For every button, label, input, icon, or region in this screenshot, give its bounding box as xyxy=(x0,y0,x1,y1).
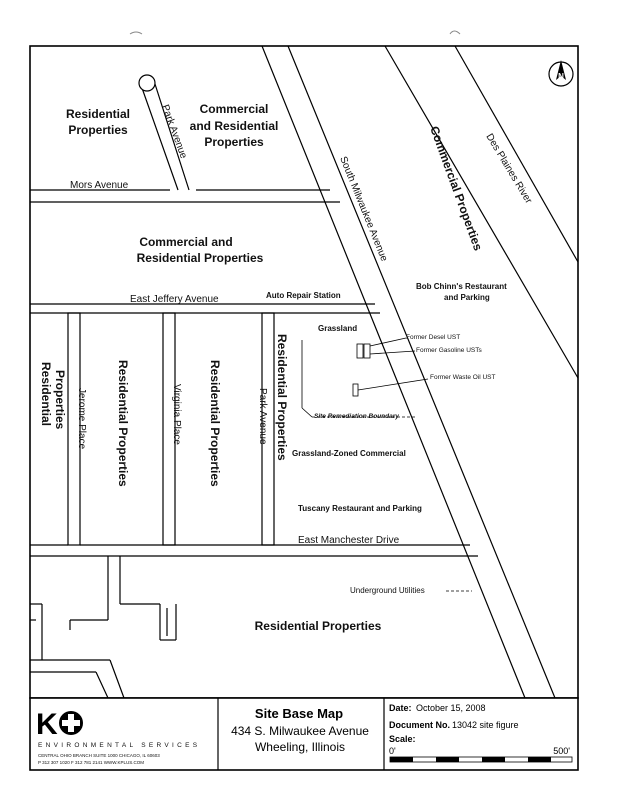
feature-label: Underground Utilities xyxy=(350,586,425,595)
feature-label: Grassland-Zoned Commercial xyxy=(292,449,406,458)
street-label: Park Avenue xyxy=(159,103,189,161)
scale-end: 500' xyxy=(553,746,570,756)
north-letter: N xyxy=(558,72,564,81)
street-label: Des Plaines River xyxy=(483,131,534,206)
scan-mark xyxy=(450,31,460,34)
street-label: Mors Avenue xyxy=(70,180,129,191)
feature-label: Auto Repair Station xyxy=(266,291,341,300)
feature-label: Tuscany Restaurant and Parking xyxy=(298,504,422,513)
area-label: Residential xyxy=(39,362,53,427)
area-label: and Residential xyxy=(189,119,279,133)
area-label: Properties xyxy=(68,123,128,137)
area-label: Residential Properties xyxy=(116,360,130,487)
feature-label: Former Desel UST xyxy=(406,334,461,341)
area-label: Residential Properties xyxy=(275,334,289,461)
street-label: Jerome Place xyxy=(76,388,87,450)
document-value: 13042 site figure xyxy=(452,720,519,730)
street-label: East Jeffery Avenue xyxy=(130,294,219,305)
area-label: Commercial and xyxy=(139,235,233,249)
site-city: Wheeling, Illinois xyxy=(254,740,346,754)
street-label: East Manchester Drive xyxy=(298,535,400,546)
area-label: Properties xyxy=(204,135,264,149)
area-label: Residential Properties xyxy=(254,619,382,633)
map-title: Site Base Map xyxy=(254,706,344,721)
feature-label: Grassland xyxy=(318,324,358,333)
area-label: Residential Properties xyxy=(136,251,264,265)
scale-label: Scale: xyxy=(389,734,416,744)
street-label: Virginia Place xyxy=(171,384,182,445)
date-label: Date: xyxy=(389,703,412,713)
scale-start: 0' xyxy=(389,746,396,756)
cross-circle-icon xyxy=(59,711,83,735)
company-name: ENVIRONMENTAL SERVICES xyxy=(38,742,201,749)
area-label: Residential xyxy=(65,107,131,121)
street-label: Park Avenue xyxy=(257,388,268,445)
document-label: Document No. xyxy=(389,720,451,730)
cul-de-sac xyxy=(139,75,155,91)
area-label: Residential Properties xyxy=(208,360,222,487)
feature-label: Former Waste Oil UST xyxy=(430,374,496,381)
company-logo-letters: K xyxy=(36,708,58,741)
scale-bar xyxy=(390,757,572,762)
company-contact-line: P 312 307 1020 F 312 781 2141 WWW.KPLUS.COM xyxy=(38,760,144,765)
area-label: Commercial Properties xyxy=(427,124,486,253)
company-address-line: CENTRAL OHIO BRANCH SUITE 1000 CHICAGO, IL 60603 xyxy=(38,753,160,758)
area-label: Commercial xyxy=(199,102,269,116)
north-arrow-icon xyxy=(549,60,573,86)
site-address: 434 S. Milwaukee Avenue xyxy=(231,724,369,738)
street-label: South Milwaukee Avenue xyxy=(337,155,390,264)
feature-label: and Parking xyxy=(444,293,490,302)
date-value: October 15, 2008 xyxy=(416,703,486,713)
scan-mark xyxy=(130,32,142,34)
area-label: Properties xyxy=(53,370,67,430)
feature-label: Bob Chinn's Restaurant xyxy=(416,282,507,291)
feature-label: Former Gasoline USTs xyxy=(416,347,482,354)
feature-label: Site Remediation Boundary xyxy=(314,413,399,420)
